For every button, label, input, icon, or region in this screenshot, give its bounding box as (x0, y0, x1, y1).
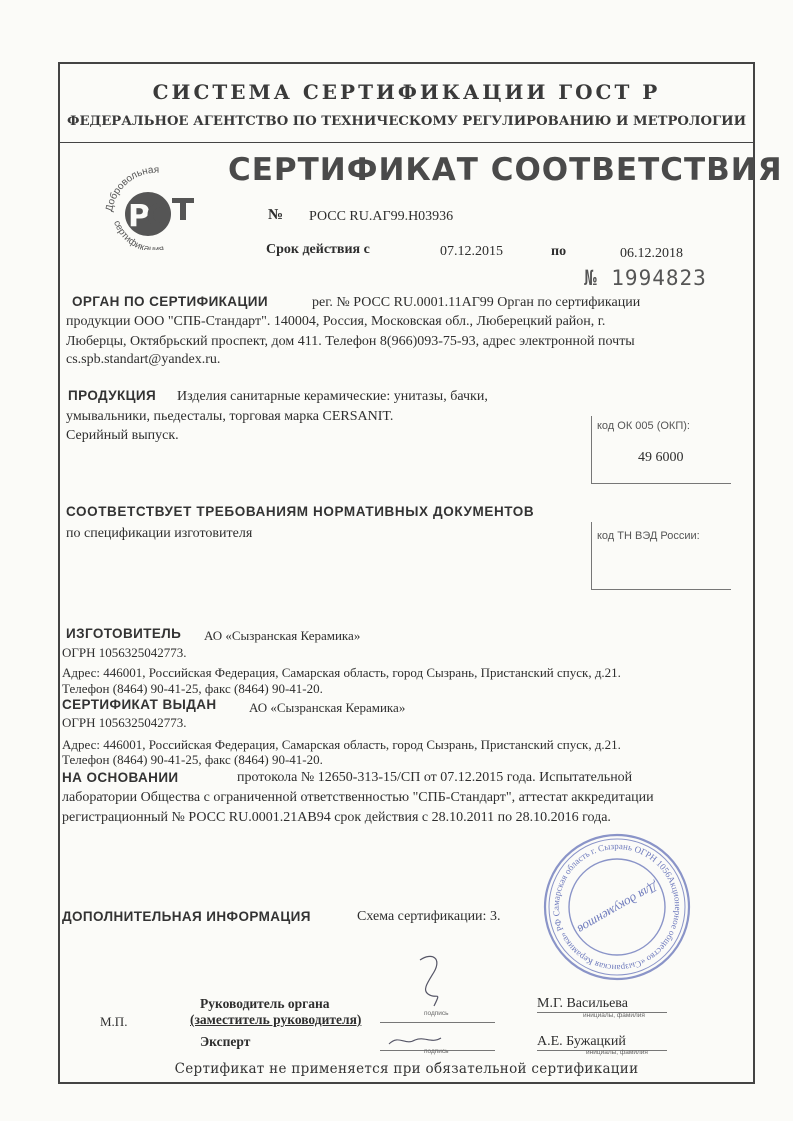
valid-from-date: 07.12.2015 (440, 244, 503, 259)
head-name: М.Г. Васильева (537, 996, 628, 1011)
head-signature-caption: подпись (424, 1010, 449, 1017)
manufacturer-label: ИЗГОТОВИТЕЛЬ (66, 626, 182, 641)
seal-place-label: М.П. (100, 1014, 128, 1029)
stamp-ring-text: Акционерное общество «Сызранская Керамика» РФ Самарская область г. Сызрань ОГРН 1056325042773 (550, 840, 684, 974)
basis-line-3: регистрационный № РОСС RU.0001.21АВ94 срок действия с 28.10.2011 по 28.10.2016 года. (62, 810, 611, 825)
voluntary-certification-logo (100, 160, 210, 250)
issued-to-address: Адрес: 446001, Российская Федерация, Самарская область, город Сызрань, Пристанский спуск, д.21. (62, 737, 621, 752)
svg-text:Р: Р (128, 199, 150, 234)
system-title: СИСТЕМА СЕРТИФИКАЦИИ ГОСТ Р (152, 80, 661, 104)
organ-line-4: cs.spb.standart@yandex.ru. (66, 352, 221, 367)
agency-title: ФЕДЕРАЛЬНОЕ АГЕНТСТВО ПО ТЕХНИЧЕСКОМУ РЕГУЛИРОВАНИЮ И МЕТРОЛОГИИ (66, 114, 747, 129)
expert-label: Эксперт (200, 1034, 251, 1049)
number-label: № (268, 207, 284, 223)
head-signature-line (380, 1022, 495, 1023)
expert-signature-caption: подпись (424, 1048, 449, 1055)
additional-info-label: ДОПОЛНИТЕЛЬНАЯ ИНФОРМАЦИЯ (62, 909, 311, 924)
manufacturer-phone: Телефон (8464) 90-41-25, факс (8464) 90-41-20. (62, 681, 323, 696)
conformity-label: СООТВЕТСТВУЕТ ТРЕБОВАНИЯМ НОРМАТИВНЫХ ДОКУМЕНТОВ (66, 504, 535, 519)
organ-label: ОРГАН ПО СЕРТИФИКАЦИИ (72, 294, 268, 309)
head-signature (412, 950, 452, 1014)
organ-line-1: рег. № РОСС RU.0001.11АГ99 Орган по сертификации (312, 295, 641, 310)
issued-to-label: СЕРТИФИКАТ ВЫДАН (62, 697, 217, 712)
svg-text:С: С (146, 199, 169, 234)
basis-label: НА ОСНОВАНИИ (62, 770, 179, 785)
blank-serial-number: № 1994823 (584, 266, 707, 290)
tnved-code-label: код ТН ВЭД России: (597, 530, 700, 542)
logo-top-text: Добровольная (104, 164, 160, 213)
certificate-title: СЕРТИФИКАТ СООТВЕТСТВИЯ (228, 152, 783, 188)
issued-to-name: АО «Сызранская Керамика» (249, 700, 406, 715)
basis-line-2: лаборатории Общества с ограниченной ответственностью "СПБ-Стандарт", аттестат аккредитации (62, 790, 654, 805)
additional-info-text: Схема сертификации: 3. (357, 909, 501, 924)
certificate-number: РОСС RU.АГ99.Н03936 (309, 209, 454, 224)
manufacturer-address: Адрес: 446001, Российская Федерация, Самарская область, город Сызрань, Пристанский спуск, д.21. (62, 665, 621, 680)
expert-name: А.Е. Бужацкий (537, 1034, 626, 1049)
deputy-head-label: (заместитель руководителя) (190, 1012, 362, 1027)
expert-initials-caption: инициалы, фамилия (586, 1049, 648, 1056)
valid-to-label: по (551, 244, 567, 259)
header-divider (58, 142, 755, 143)
product-line-1: Изделия санитарные керамические: унитазы, бачки, (177, 389, 488, 404)
head-of-body-label: Руководитель органа (200, 996, 330, 1011)
stamp-inner-text: Для документов (575, 879, 661, 938)
organization-stamp (540, 830, 694, 984)
product-line-2: умывальники, пьедесталы, торговая марка CERSANIT. (66, 409, 394, 424)
organ-line-3: Люберцы, Октябрьский проспект, дом 411. Телефон 8(966)093-75-93, адрес электронной почты (66, 334, 635, 349)
basis-line-1: протокола № 12650-313-15/СП от 07.12.2015 года. Испытательной (237, 770, 633, 785)
conformity-text: по спецификации изготовителя (66, 526, 253, 541)
okp-code-value: 49 6000 (638, 450, 684, 465)
logo-bottom-text: сертификация (111, 219, 165, 250)
rst-logo-icon (100, 160, 210, 250)
issued-to-phone: Телефон (8464) 90-41-25, факс (8464) 90-41-20. (62, 752, 323, 767)
manufacturer-ogrn: ОГРН 1056325042773. (62, 645, 187, 660)
product-label: ПРОДУКЦИЯ (68, 388, 157, 403)
manufacturer-name: АО «Сызранская Керамика» (204, 628, 361, 643)
okp-code-label: код ОК 005 (ОКП): (597, 420, 690, 432)
organ-line-2: продукции ООО "СПБ-Стандарт". 140004, Россия, Московская обл., Люберецкий район, г. (66, 314, 606, 329)
footer-note: Сертификат не применяется при обязательной сертификации (174, 1061, 639, 1077)
head-initials-caption: инициалы, фамилия (583, 1012, 645, 1019)
expert-signature (385, 1030, 445, 1050)
valid-to-date: 06.12.2018 (620, 246, 683, 261)
round-stamp-icon (540, 830, 694, 984)
issued-to-ogrn: ОГРН 1056325042773. (62, 715, 187, 730)
validity-label: Срок действия с (266, 242, 370, 257)
product-line-3: Серийный выпуск. (66, 428, 179, 443)
